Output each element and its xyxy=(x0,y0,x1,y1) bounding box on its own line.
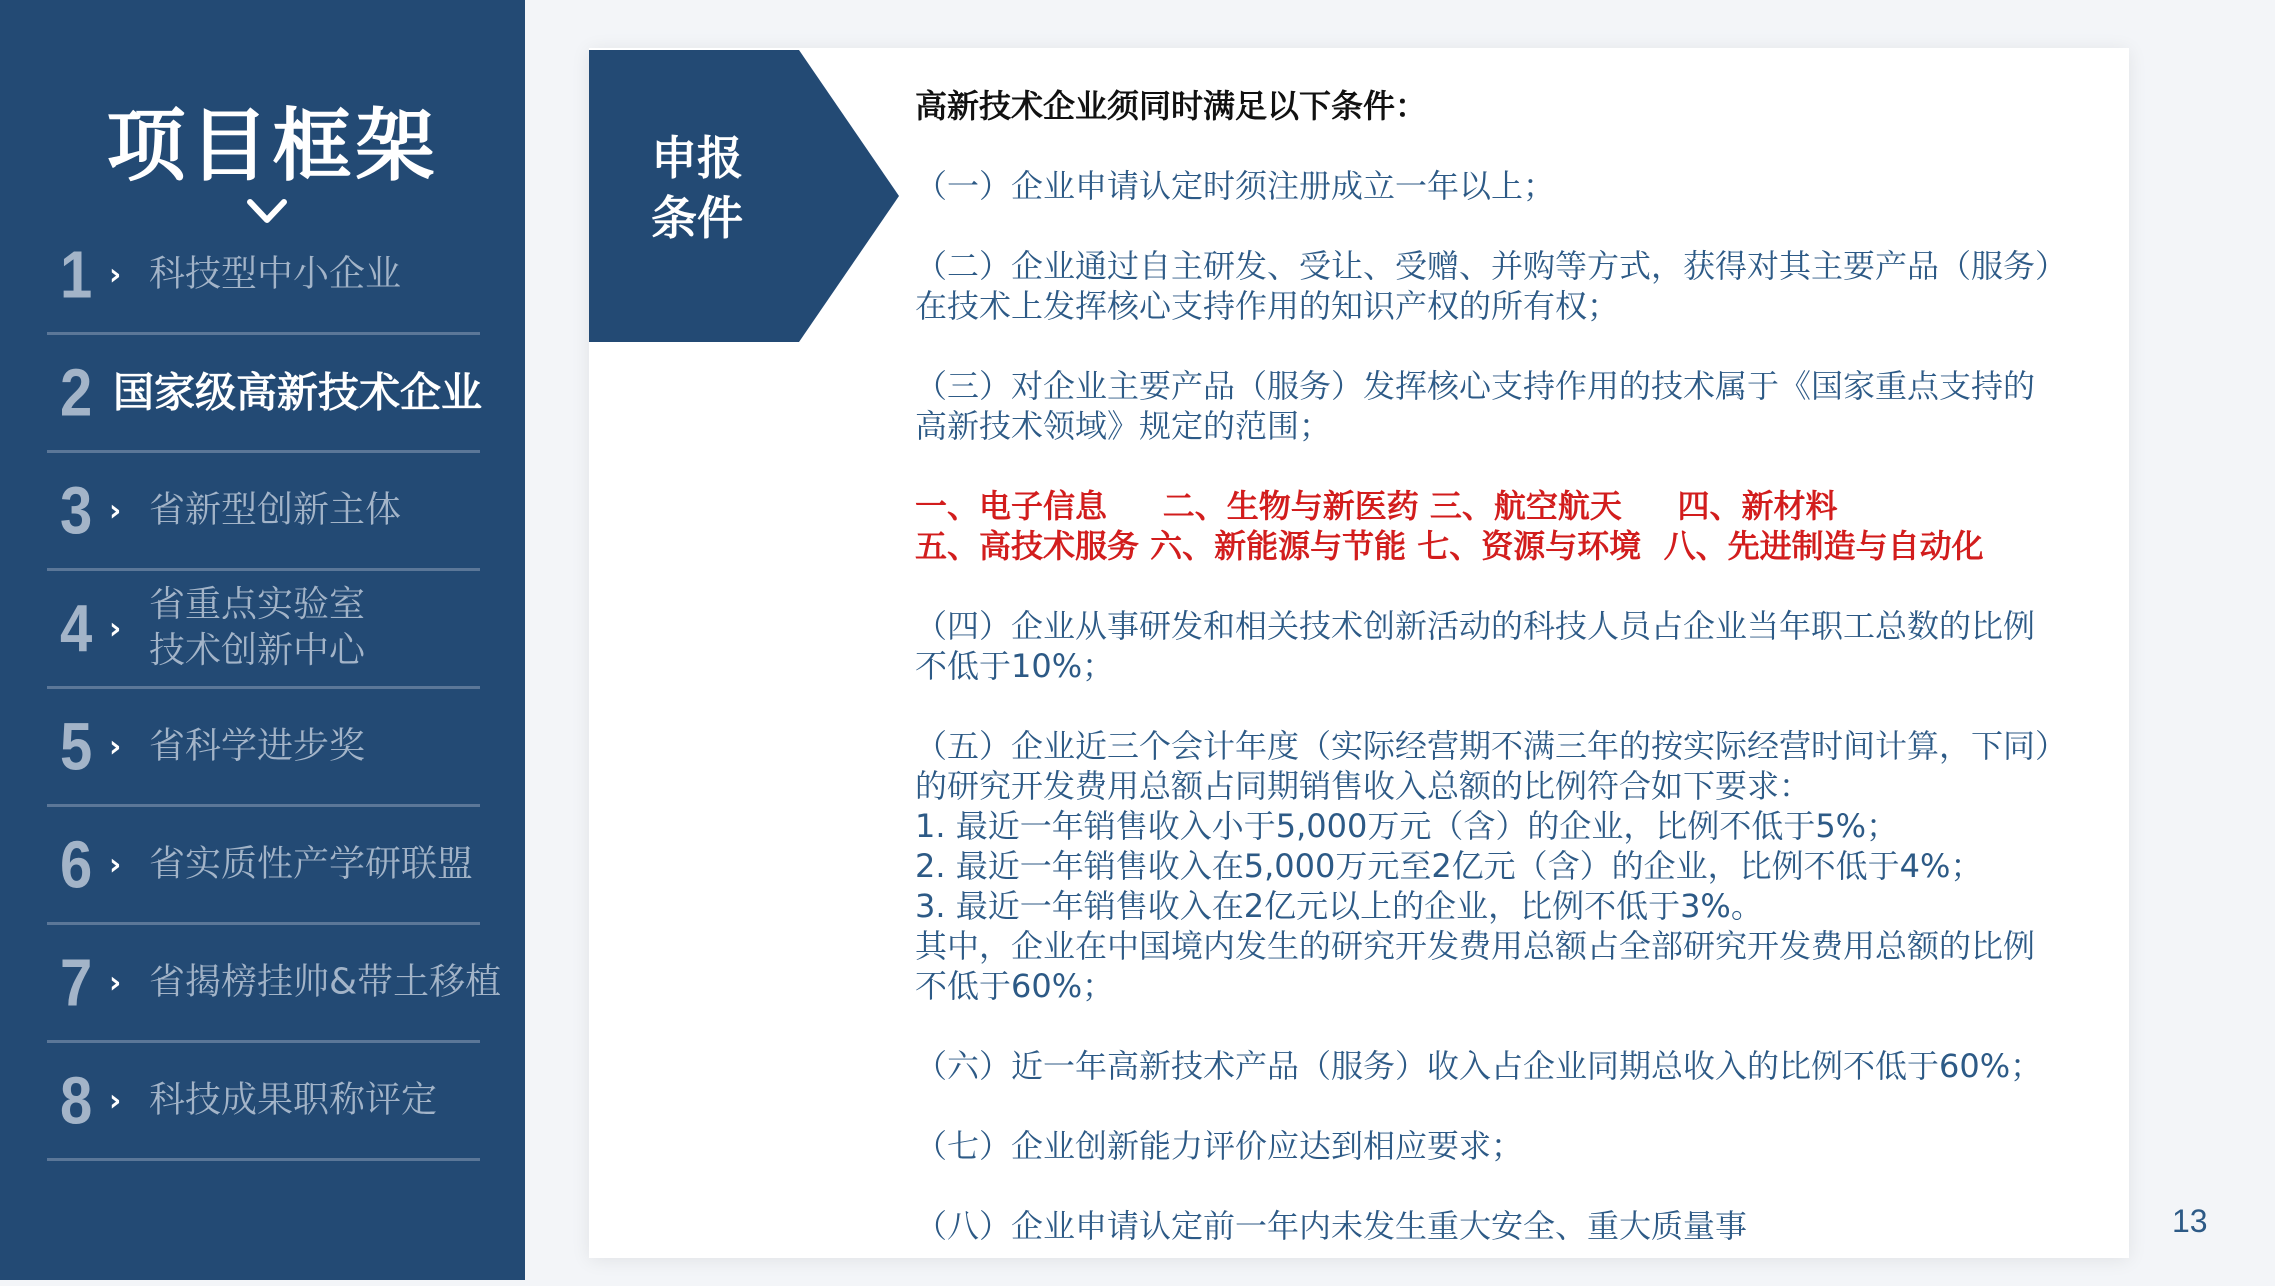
item-number: 6 xyxy=(60,827,93,902)
chevron-right-icon: › xyxy=(109,611,122,646)
sidebar-item-label: 科技型中小企业 xyxy=(149,253,402,295)
requirements-heading: 高新技术企业须同时满足以下条件： xyxy=(915,87,1428,125)
sidebar-item-label: 科技成果职称评定 xyxy=(149,1079,438,1121)
label-line: 省重点实验室 xyxy=(149,583,366,625)
tech-fields-line: 五、高技术服务 六、新能源与节能 七、资源与环境 八、先进制造与自动化 xyxy=(915,527,1984,565)
sidebar-item-label: 省实质性产学研联盟 xyxy=(149,843,474,885)
item-number: 3 xyxy=(60,473,93,548)
tech-fields-line: 一、电子信息 二、生物与新医药 三、航空航天 四、新材料 xyxy=(915,487,1838,525)
requirement-5 xyxy=(915,726,2065,1006)
sidebar-item-3[interactable] xyxy=(47,453,480,571)
sidebar xyxy=(0,0,525,1280)
sidebar-item-4[interactable] xyxy=(47,571,480,689)
sidebar-item-label: 省揭榜挂帅&带土移植 xyxy=(149,961,502,1003)
item-number: 8 xyxy=(60,1063,93,1138)
chevron-right-icon: › xyxy=(109,257,122,292)
item-number: 7 xyxy=(60,945,93,1020)
item-number: 2 xyxy=(60,355,93,430)
chevron-right-icon: › xyxy=(109,729,122,764)
section-tag xyxy=(632,128,762,248)
chevron-right-icon: › xyxy=(109,965,122,1000)
sidebar-item-2[interactable] xyxy=(47,335,480,453)
chevron-right-icon: › xyxy=(109,847,122,882)
requirement-4: （四）企业从事研发和相关技术创新活动的科技人员占企业当年职工总数的比例不低于10%； xyxy=(915,607,2036,685)
requirement-5-note: 其中，企业在中国境内发生的研究开发费用总额占全部研究开发费用总额的比例不低于60%； xyxy=(915,927,2036,1005)
sidebar-title: 项目框架 xyxy=(106,100,439,192)
item-number: 4 xyxy=(60,591,93,666)
requirement-5-item: 3. 最近一年销售收入在2亿元以上的企业，比例不低于3%。 xyxy=(915,887,1763,925)
sidebar-item-label xyxy=(149,582,365,676)
chevron-right-icon: › xyxy=(109,493,122,528)
sidebar-item-6[interactable] xyxy=(47,807,480,925)
requirement-6: （六）近一年高新技术产品（服务）收入占企业同期总收入的比例不低于60%； xyxy=(915,1047,2043,1085)
label-line: 技术创新中心 xyxy=(149,630,366,672)
requirements-text xyxy=(915,86,2065,1286)
sidebar-item-1[interactable] xyxy=(47,217,480,335)
sidebar-item-label: 省科学进步奖 xyxy=(149,725,366,767)
item-number: 5 xyxy=(60,709,93,784)
sidebar-item-5[interactable] xyxy=(47,689,480,807)
requirement-7: （七）企业创新能力评价应达到相应要求； xyxy=(915,1127,1524,1165)
requirement-5-item: 2. 最近一年销售收入在5,000万元至2亿元（含）的企业，比例不低于4%； xyxy=(915,847,1983,885)
sidebar-item-7[interactable] xyxy=(47,925,502,1043)
section-tag-line: 申报 xyxy=(651,131,743,185)
requirement-5-intro: （五）企业近三个会计年度（实际经营期不满三年的按实际经营时间计算，下同）的研究开发费用总额占同期销售收入总额的比例符合如下要求： xyxy=(915,727,2052,805)
sidebar-item-8[interactable] xyxy=(47,1043,480,1161)
requirement-2: （二）企业通过自主研发、受让、受赠、并购等方式，获得对其主要产品（服务）在技术上发挥核心支持作用的知识产权的所有权； xyxy=(915,247,2052,325)
chevron-right-icon: › xyxy=(109,1083,122,1118)
item-number: 1 xyxy=(60,237,93,312)
section-tag-line: 条件 xyxy=(651,191,743,245)
tech-fields xyxy=(915,486,2065,566)
requirement-1: （一）企业申请认定时须注册成立一年以上； xyxy=(915,167,1556,205)
requirement-3: （三）对企业主要产品（服务）发挥核心支持作用的技术属于《国家重点支持的高新技术领域》规定的范围； xyxy=(915,367,2036,445)
sidebar-item-label: 省新型创新主体 xyxy=(149,489,402,531)
requirement-8: （八）企业申请认定前一年内未发生重大安全、重大质量事 xyxy=(915,1207,1748,1245)
requirement-5-item: 1. 最近一年销售收入小于5,000万元（含）的企业，比例不低于5%； xyxy=(915,807,1899,845)
page-number: 13 xyxy=(2172,1203,2208,1239)
sidebar-item-label: 国家级高新技术企业 xyxy=(113,367,482,416)
